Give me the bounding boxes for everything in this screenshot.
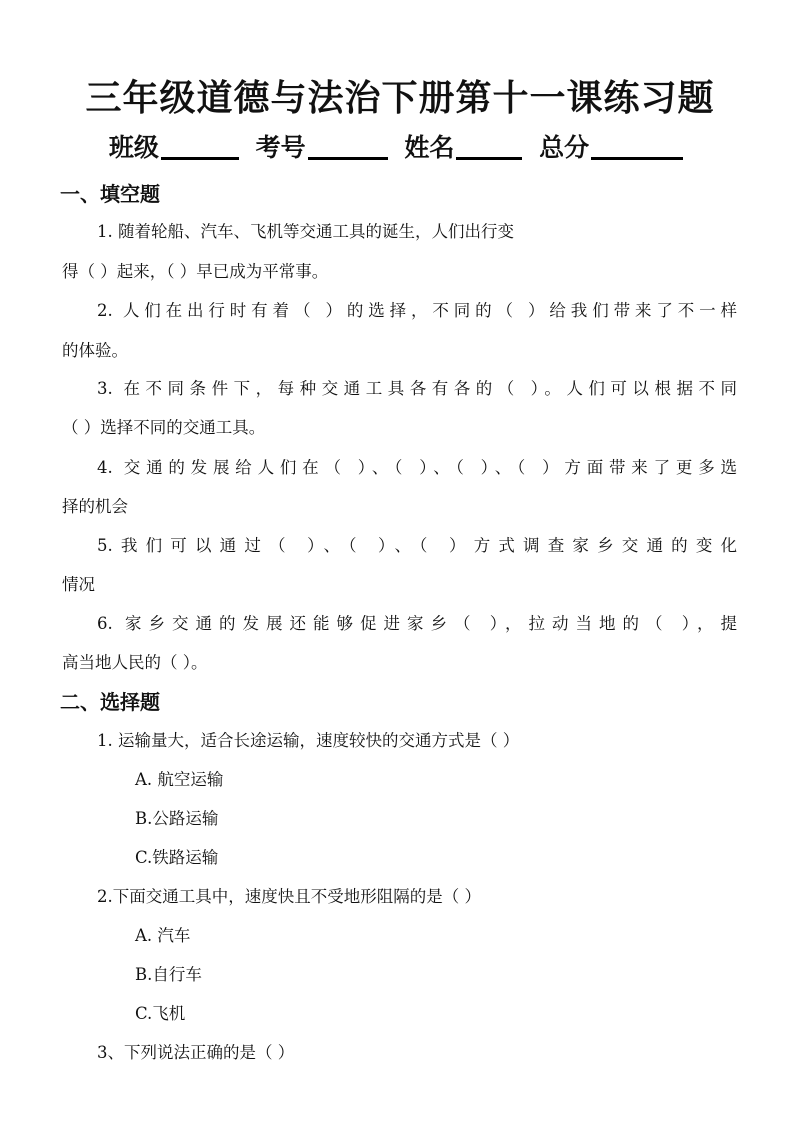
exam-no-label: 考号 bbox=[255, 133, 306, 162]
name-blank[interactable] bbox=[456, 133, 522, 160]
q4-line2: 择的机会 bbox=[62, 497, 128, 516]
choice-q2-stem: 2.下面交通工具中，速度快且不受地形阻隔的是（ ） bbox=[97, 887, 481, 906]
choice-q1-option-a: A. 航空运输 bbox=[135, 770, 224, 789]
choice-q2-option-c: C.飞机 bbox=[135, 1004, 186, 1023]
choice-q1-stem: 1. 运输量大，适合长途运输，速度较快的交通方式是（ ） bbox=[97, 731, 520, 750]
q1-line2: 得（ ）起来，（ ）早已成为平常事。 bbox=[62, 262, 329, 281]
q3-line2: （ ）选择不同的交通工具。 bbox=[62, 418, 266, 437]
q5-line2: 情况 bbox=[62, 575, 95, 594]
choice-q2-option-a: A. 汽车 bbox=[135, 926, 191, 945]
exam-no-blank[interactable] bbox=[308, 133, 388, 160]
class-blank[interactable] bbox=[161, 133, 239, 160]
choice-q1-option-c: C.铁路运输 bbox=[135, 848, 219, 867]
q3-line1: 3. 在不同条件下，每种交通工具各有各的（ ）。人们可以根据不同 bbox=[97, 379, 737, 398]
name-label: 姓名 bbox=[404, 133, 455, 162]
choice-q3-stem: 3、下列说法正确的是（ ） bbox=[97, 1043, 295, 1062]
q1-line1: 1. 随着轮船、汽车、飞机等交通工具的诞生，人们出行变 bbox=[97, 222, 514, 241]
q2-line2: 的体验。 bbox=[62, 341, 128, 360]
q4-line1: 4. 交通的发展给人们在（ ）、（ ）、（ ）、（ ）方面带来了更多选 bbox=[97, 458, 737, 477]
q2-line1: 2. 人们在出行时有着（ ）的选择，不同的（ ）给我们带来了不一样 bbox=[97, 301, 737, 320]
page-title: 三年级道德与法治下册第十一课练习题 bbox=[85, 78, 715, 119]
score-label: 总分 bbox=[539, 133, 590, 162]
class-label: 班级 bbox=[108, 133, 159, 162]
section-fill-in-heading: 一、填空题 bbox=[60, 182, 160, 206]
choice-q2-option-b: B.自行车 bbox=[135, 965, 202, 984]
choice-q1-option-b: B.公路运输 bbox=[135, 809, 219, 828]
student-info-row bbox=[0, 128, 800, 164]
score-blank[interactable] bbox=[591, 133, 683, 160]
q5-line1: 5.我们可以通过（ ）、（ ）、（ ）方式调查家乡交通的变化 bbox=[97, 536, 737, 555]
q6-line2: 高当地人民的（ ）。 bbox=[62, 653, 208, 672]
section-choice-heading: 二、选择题 bbox=[60, 690, 160, 714]
q6-line1: 6. 家乡交通的发展还能够促进家乡（ ），拉动当地的（ ），提 bbox=[97, 614, 737, 633]
